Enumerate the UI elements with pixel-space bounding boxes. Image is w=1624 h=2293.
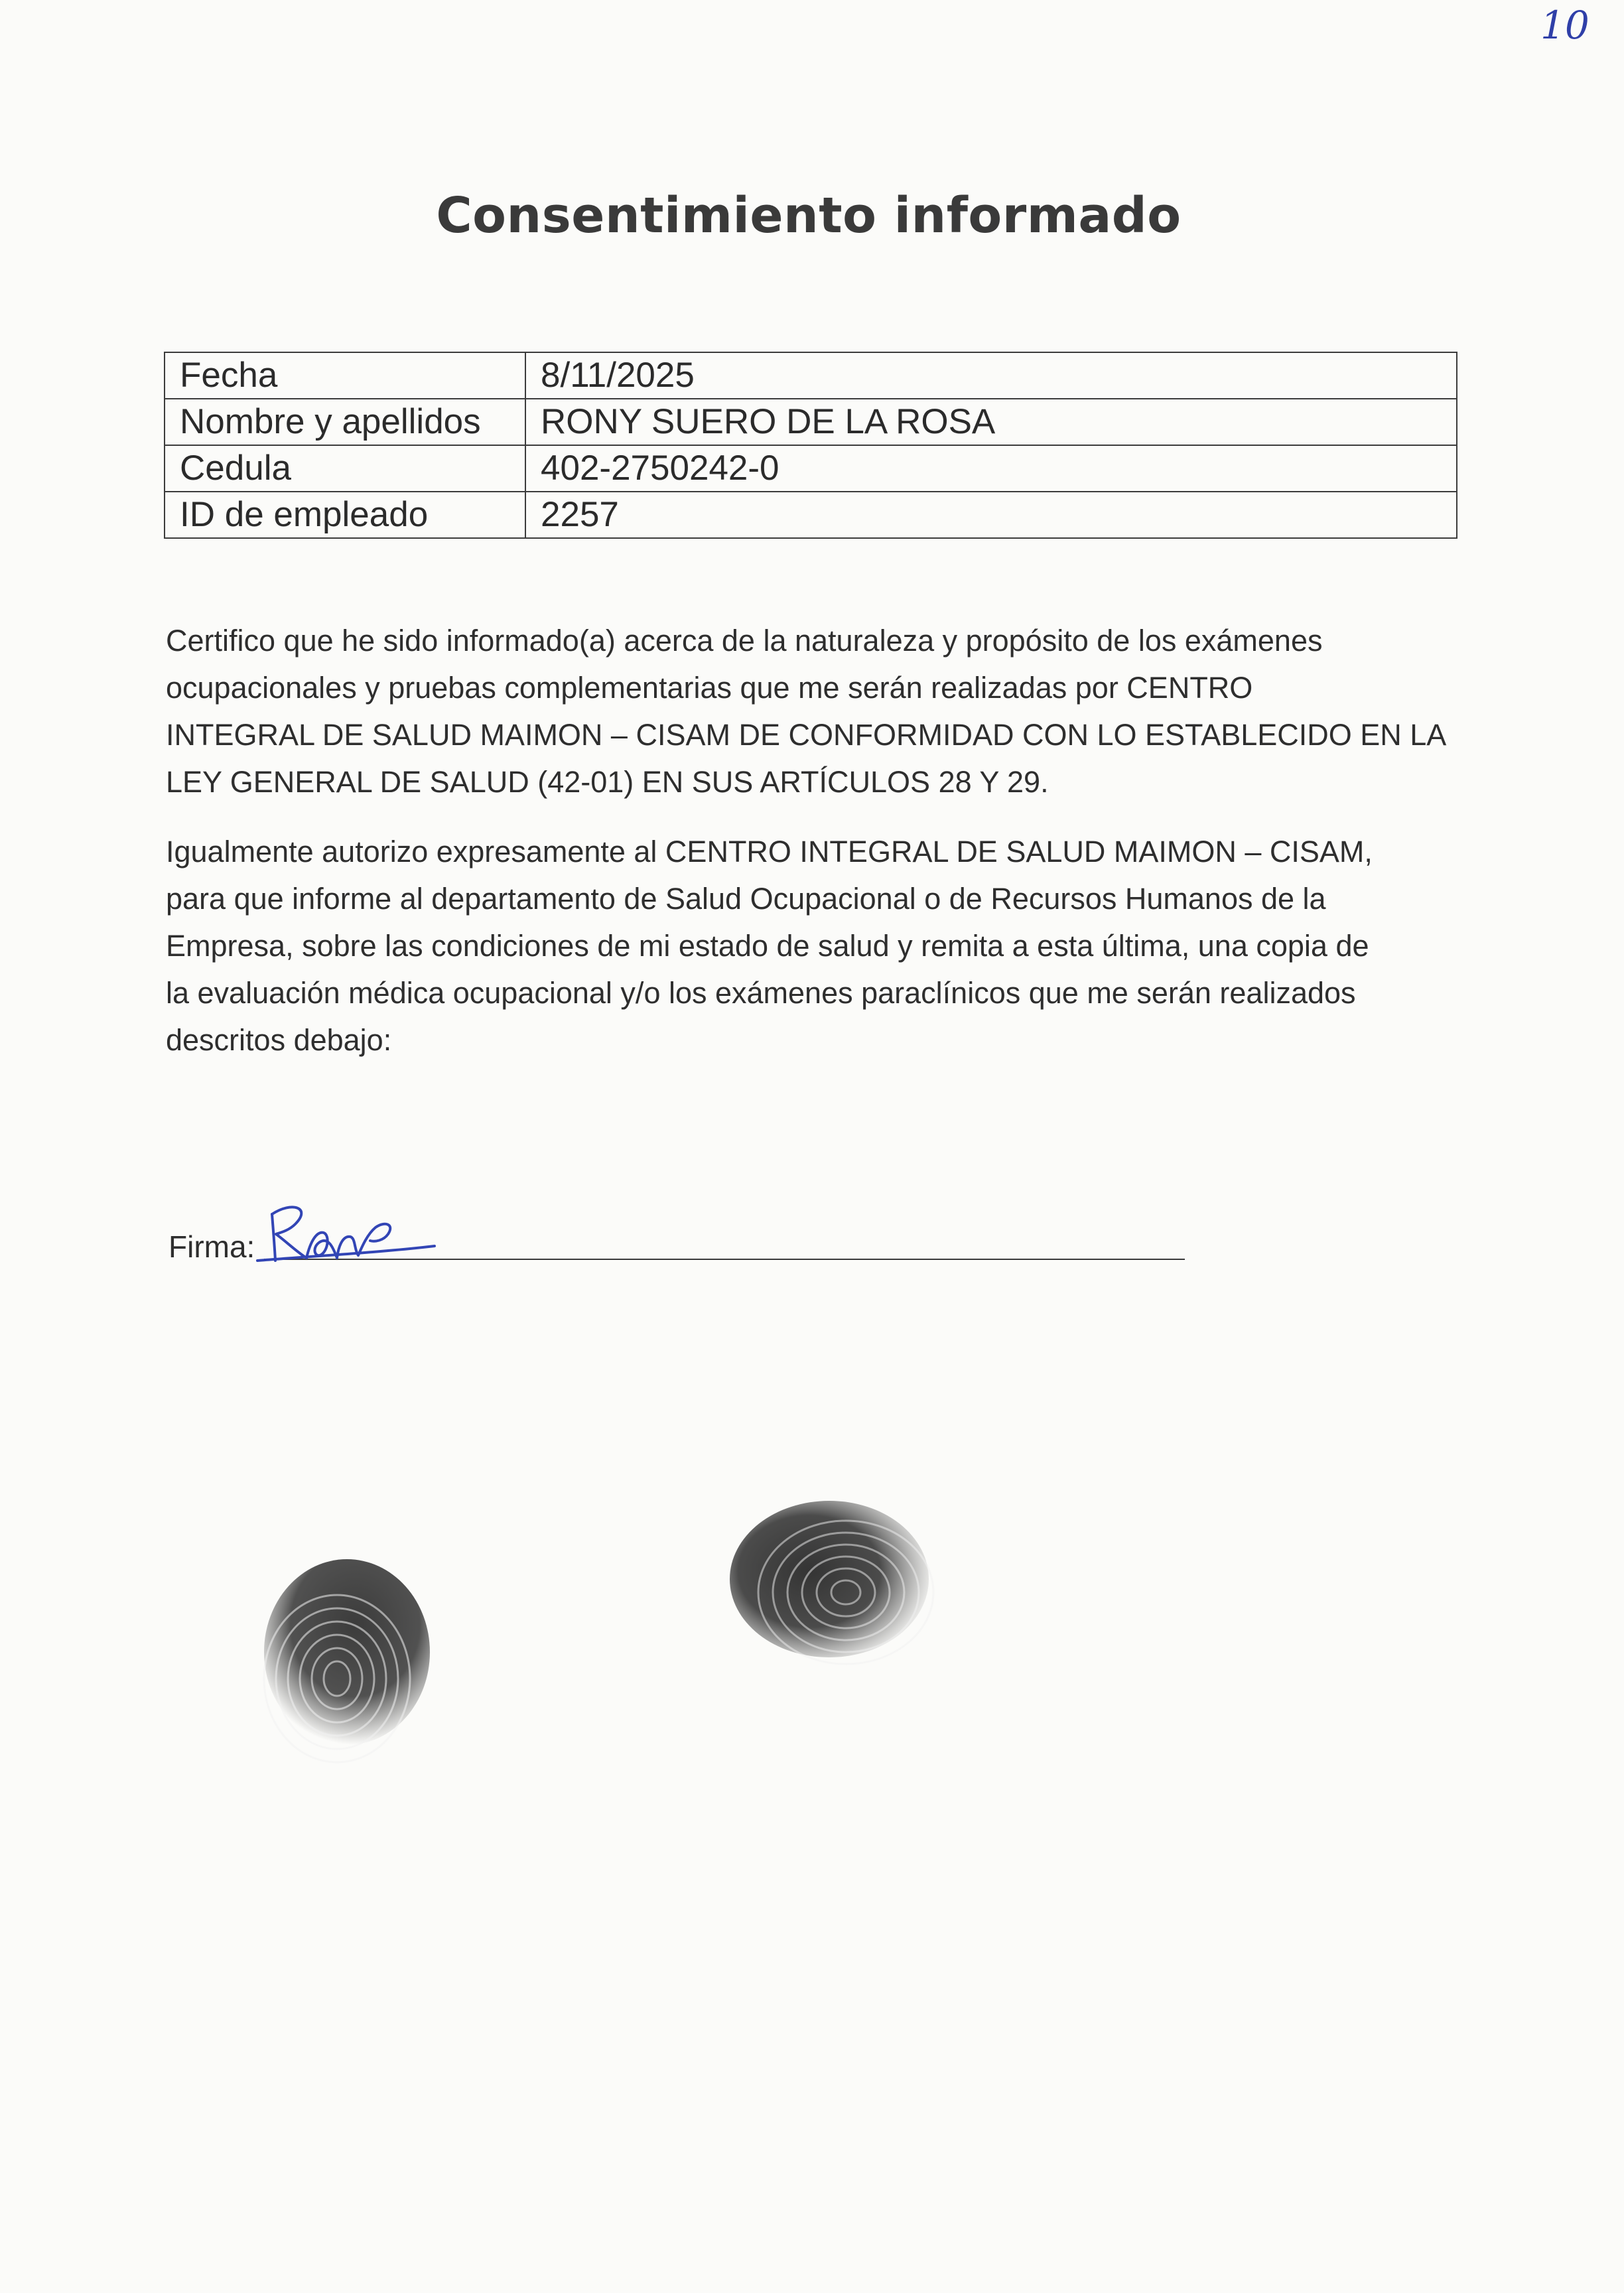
paragraph-line: Empresa, sobre las condiciones de mi estado de salud y remita a esta última, una copia de	[166, 929, 1369, 963]
paragraph-line: para que informe al departamento de Salud Ocupacional o de Recursos Humanos de la	[166, 882, 1326, 916]
table-label-nombre: Nombre y apellidos	[165, 399, 525, 445]
paragraph-line: Igualmente autorizo expresamente al CENTRO INTEGRAL DE SALUD MAIMON – CISAM,	[166, 835, 1373, 869]
table-row	[165, 492, 1457, 538]
page-number: 10	[1540, 3, 1590, 48]
table-value-fecha: 8/11/2025	[525, 352, 1457, 399]
consent-paragraph-2	[166, 828, 1466, 1064]
handwritten-signature	[245, 1194, 444, 1274]
paragraph-line: Certifico que he sido informado(a) acerca de la naturaleza y propósito de los exámenes	[166, 624, 1323, 658]
table-row	[165, 352, 1457, 399]
table-value-id: 2257	[525, 492, 1457, 538]
fingerprint-icon	[723, 1493, 949, 1672]
table-row	[165, 445, 1457, 492]
table-value-cedula: 402-2750242-0	[525, 445, 1457, 492]
consent-paragraph-1	[166, 617, 1466, 805]
paragraph-line: INTEGRAL DE SALUD MAIMON – CISAM DE CONFORMIDAD CON LO ESTABLECIDO EN LA	[166, 718, 1447, 752]
table-value-nombre: RONY SUERO DE LA ROSA	[525, 399, 1457, 445]
table-label-fecha: Fecha	[165, 352, 525, 399]
table-label-id: ID de empleado	[165, 492, 525, 538]
paragraph-line: descritos debajo:	[166, 1023, 392, 1057]
info-table	[164, 352, 1457, 539]
fingerprint-icon	[257, 1553, 443, 1772]
table-label-cedula: Cedula	[165, 445, 525, 492]
paragraph-line: ocupacionales y pruebas complementarias que me serán realizadas por CENTRO	[166, 671, 1253, 705]
signature-label: Firma:	[169, 1229, 255, 1264]
paragraph-line: LEY GENERAL DE SALUD (42-01) EN SUS ARTÍCULOS 28 Y 29.	[166, 765, 1049, 799]
table-row	[165, 399, 1457, 445]
page-title: Consentimiento informado	[436, 187, 1182, 244]
paragraph-line: la evaluación médica ocupacional y/o los exámenes paraclínicos que me serán realizados	[166, 976, 1356, 1010]
